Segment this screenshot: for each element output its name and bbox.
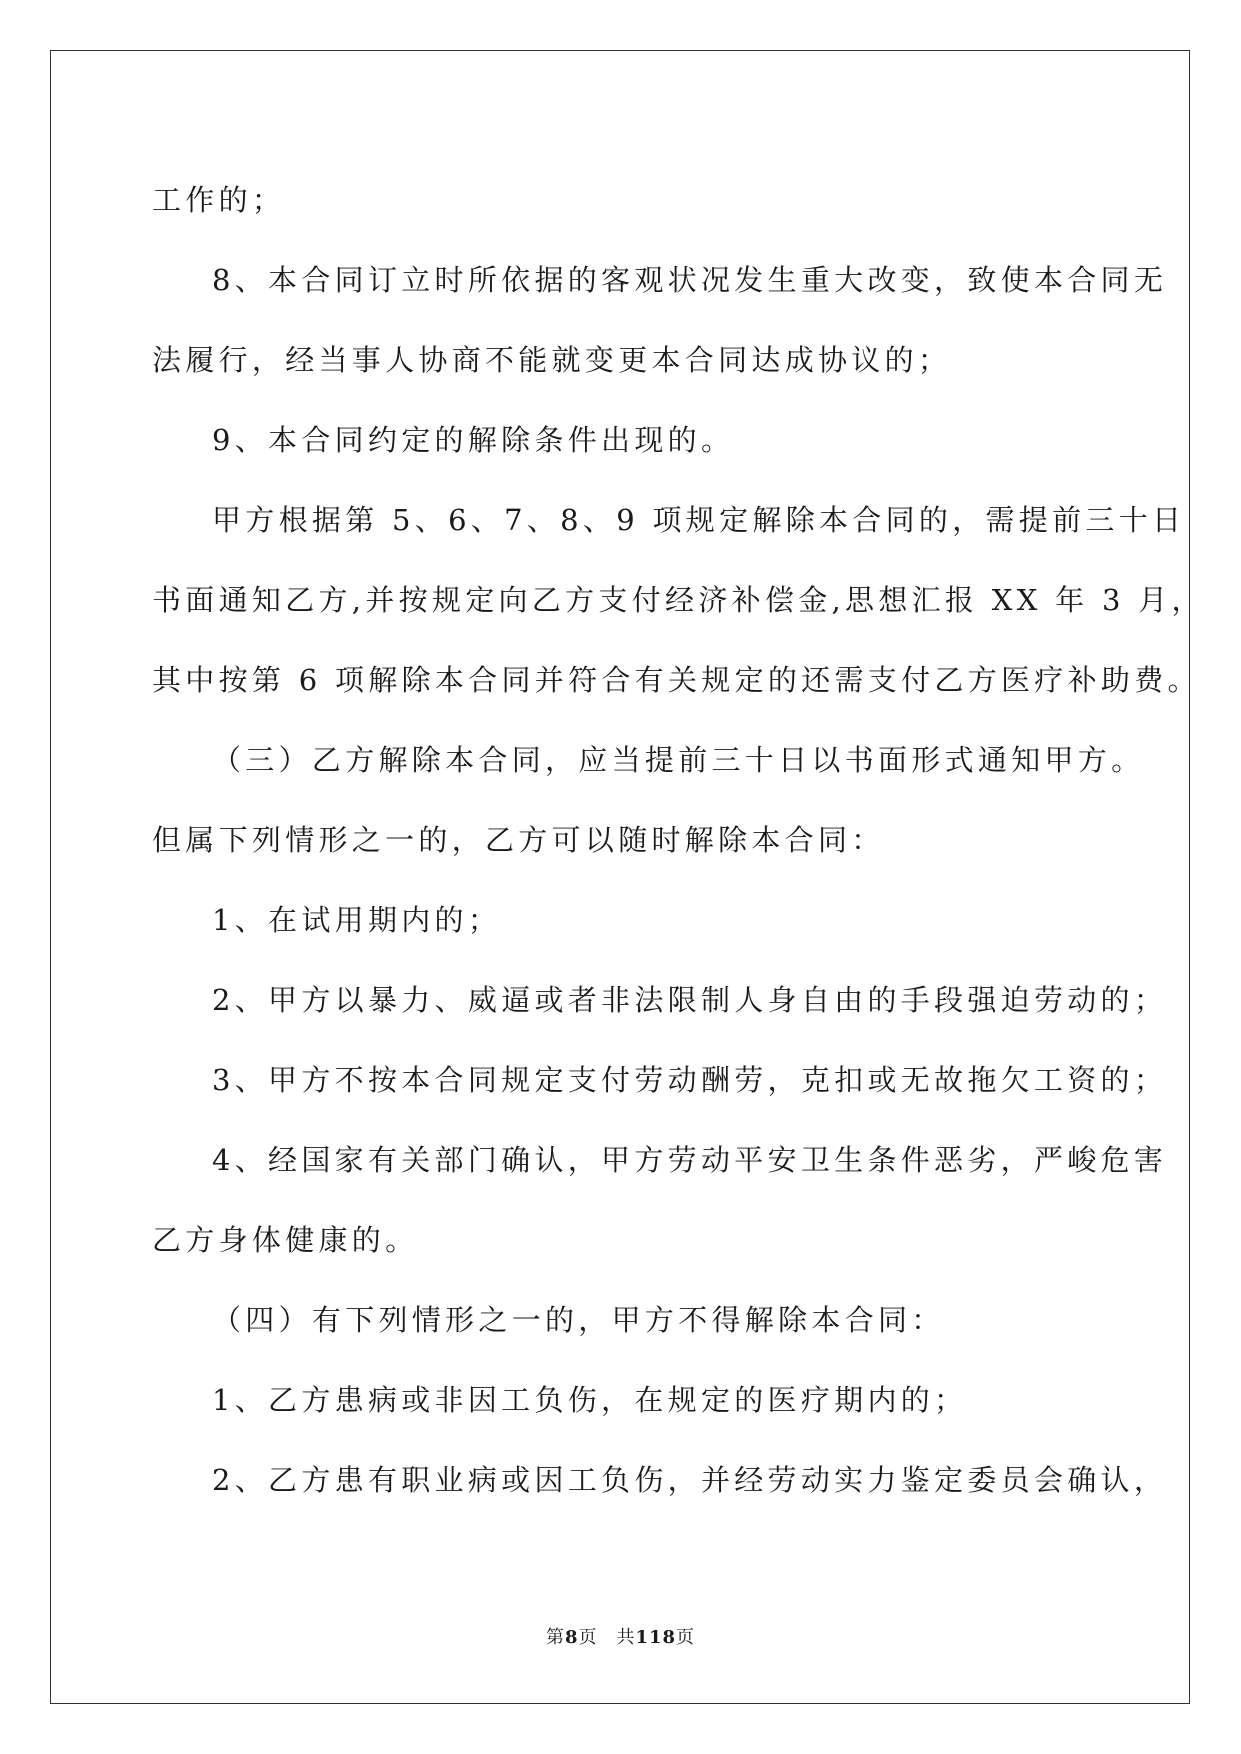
text-line: 工作的； bbox=[152, 183, 286, 217]
page-footer bbox=[0, 1626, 1241, 1650]
text-line: 法履行，经当事人协商不能就变更本合同达成协议的； bbox=[152, 343, 952, 377]
footer-total-pages: 118 bbox=[635, 1627, 677, 1648]
text-line: 9、本合同约定的解除条件出现的。 bbox=[212, 423, 735, 457]
text-line: （三）乙方解除本合同，应当提前三十日以书面形式通知甲方。 bbox=[212, 743, 1145, 777]
text-line: （四）有下列情形之一的，甲方不得解除本合同： bbox=[212, 1303, 945, 1337]
footer-page-prefix: 第 bbox=[545, 1627, 565, 1648]
text-line: 但属下列情形之一的，乙方可以随时解除本合同： bbox=[152, 823, 885, 857]
text-line: 甲方根据第 5、6、7、8、9 项规定解除本合同的，需提前三十日 bbox=[212, 503, 1186, 537]
text-line: 1、乙方患病或非因工负伤，在规定的医疗期内的； bbox=[212, 1383, 968, 1417]
text-line: 8、本合同订立时所依据的客观状况发生重大改变，致使本合同无 bbox=[212, 263, 1168, 297]
text-line: 2、甲方以暴力、威逼或者非法限制人身自由的手段强迫劳动的； bbox=[212, 983, 1168, 1017]
document-body bbox=[152, 160, 1205, 1520]
text-line: 4、经国家有关部门确认，甲方劳动平安卫生条件恶劣，严峻危害 bbox=[212, 1143, 1168, 1177]
text-line: 书面通知乙方,并按规定向乙方支付经济补偿金,思想汇报 XX 年 3 月， bbox=[152, 583, 1205, 617]
footer-page-mid: 页 共 bbox=[578, 1627, 636, 1648]
text-line: 3、甲方不按本合同规定支付劳动酬劳，克扣或无故拖欠工资的； bbox=[212, 1063, 1168, 1097]
text-line: 乙方身体健康的。 bbox=[152, 1223, 419, 1257]
text-line: 2、乙方患有职业病或因工负伤，并经劳动实力鉴定委员会确认， bbox=[212, 1463, 1168, 1497]
text-line: 其中按第 6 项解除本合同并符合有关规定的还需支付乙方医疗补助费。 bbox=[152, 663, 1201, 697]
text-line: 1、在试用期内的； bbox=[212, 903, 502, 937]
footer-page-suffix: 页 bbox=[676, 1627, 696, 1648]
footer-page-number: 8 bbox=[564, 1627, 579, 1648]
